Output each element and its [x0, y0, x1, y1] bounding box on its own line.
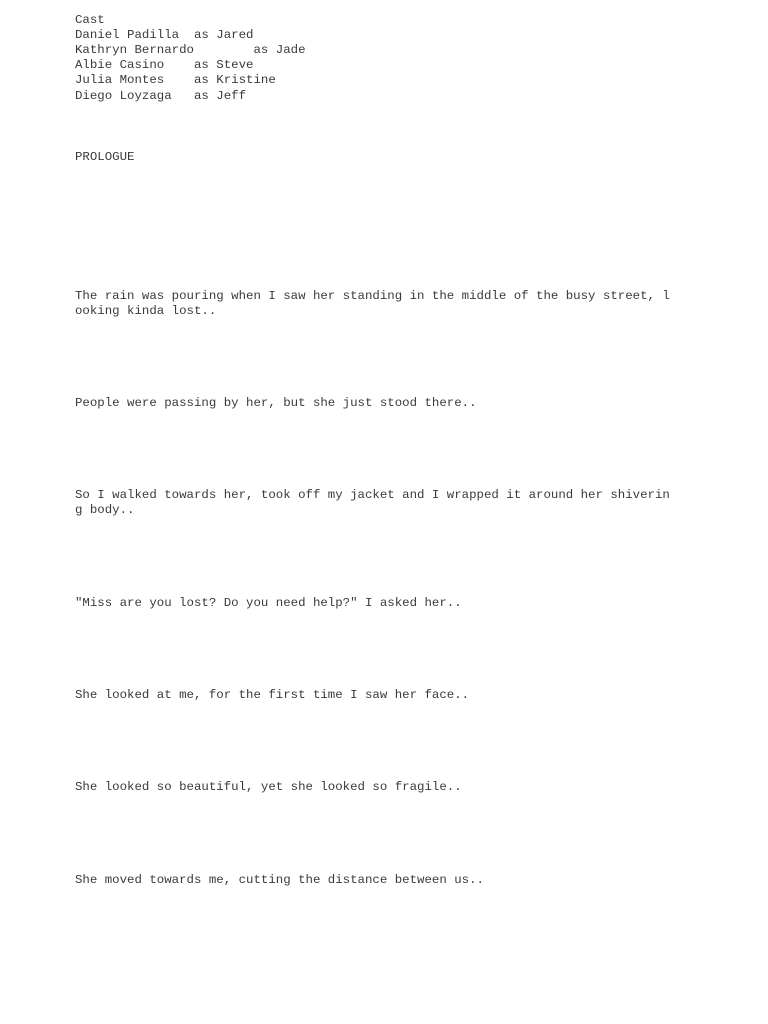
- paragraph-5: She looked at me, for the first time I saw her face..: [75, 688, 470, 702]
- cast-member-jared: Daniel Padilla as Jared: [75, 28, 254, 42]
- cast-member-steve: Albie Casino as Steve: [75, 58, 254, 72]
- cast-member-jeff: Diego Loyzaga as Jeff: [75, 89, 247, 103]
- paragraph-6: She looked so beautiful, yet she looked so fragile..: [75, 780, 462, 794]
- prologue-heading: PROLOGUE: [75, 150, 135, 164]
- paragraph-4: "Miss are you lost? Do you need help?" I asked her..: [75, 596, 462, 610]
- paragraph-1-line-1: The rain was pouring when I saw her standing in the middle of the busy street, l: [75, 289, 670, 303]
- paragraph-3-line-2: g body..: [75, 503, 135, 517]
- paragraph-3-line-1: So I walked towards her, took off my jacket and I wrapped it around her shiverin: [75, 488, 670, 502]
- paragraph-2: People were passing by her, but she just stood there..: [75, 396, 477, 410]
- cast-member-kristine: Julia Montes as Kristine: [75, 73, 276, 87]
- paragraph-7: She moved towards me, cutting the distance between us..: [75, 873, 484, 887]
- paragraph-1-line-2: ooking kinda lost..: [75, 304, 217, 318]
- cast-heading: Cast: [75, 13, 105, 27]
- cast-member-jade: Kathryn Bernardo as Jade: [75, 43, 306, 57]
